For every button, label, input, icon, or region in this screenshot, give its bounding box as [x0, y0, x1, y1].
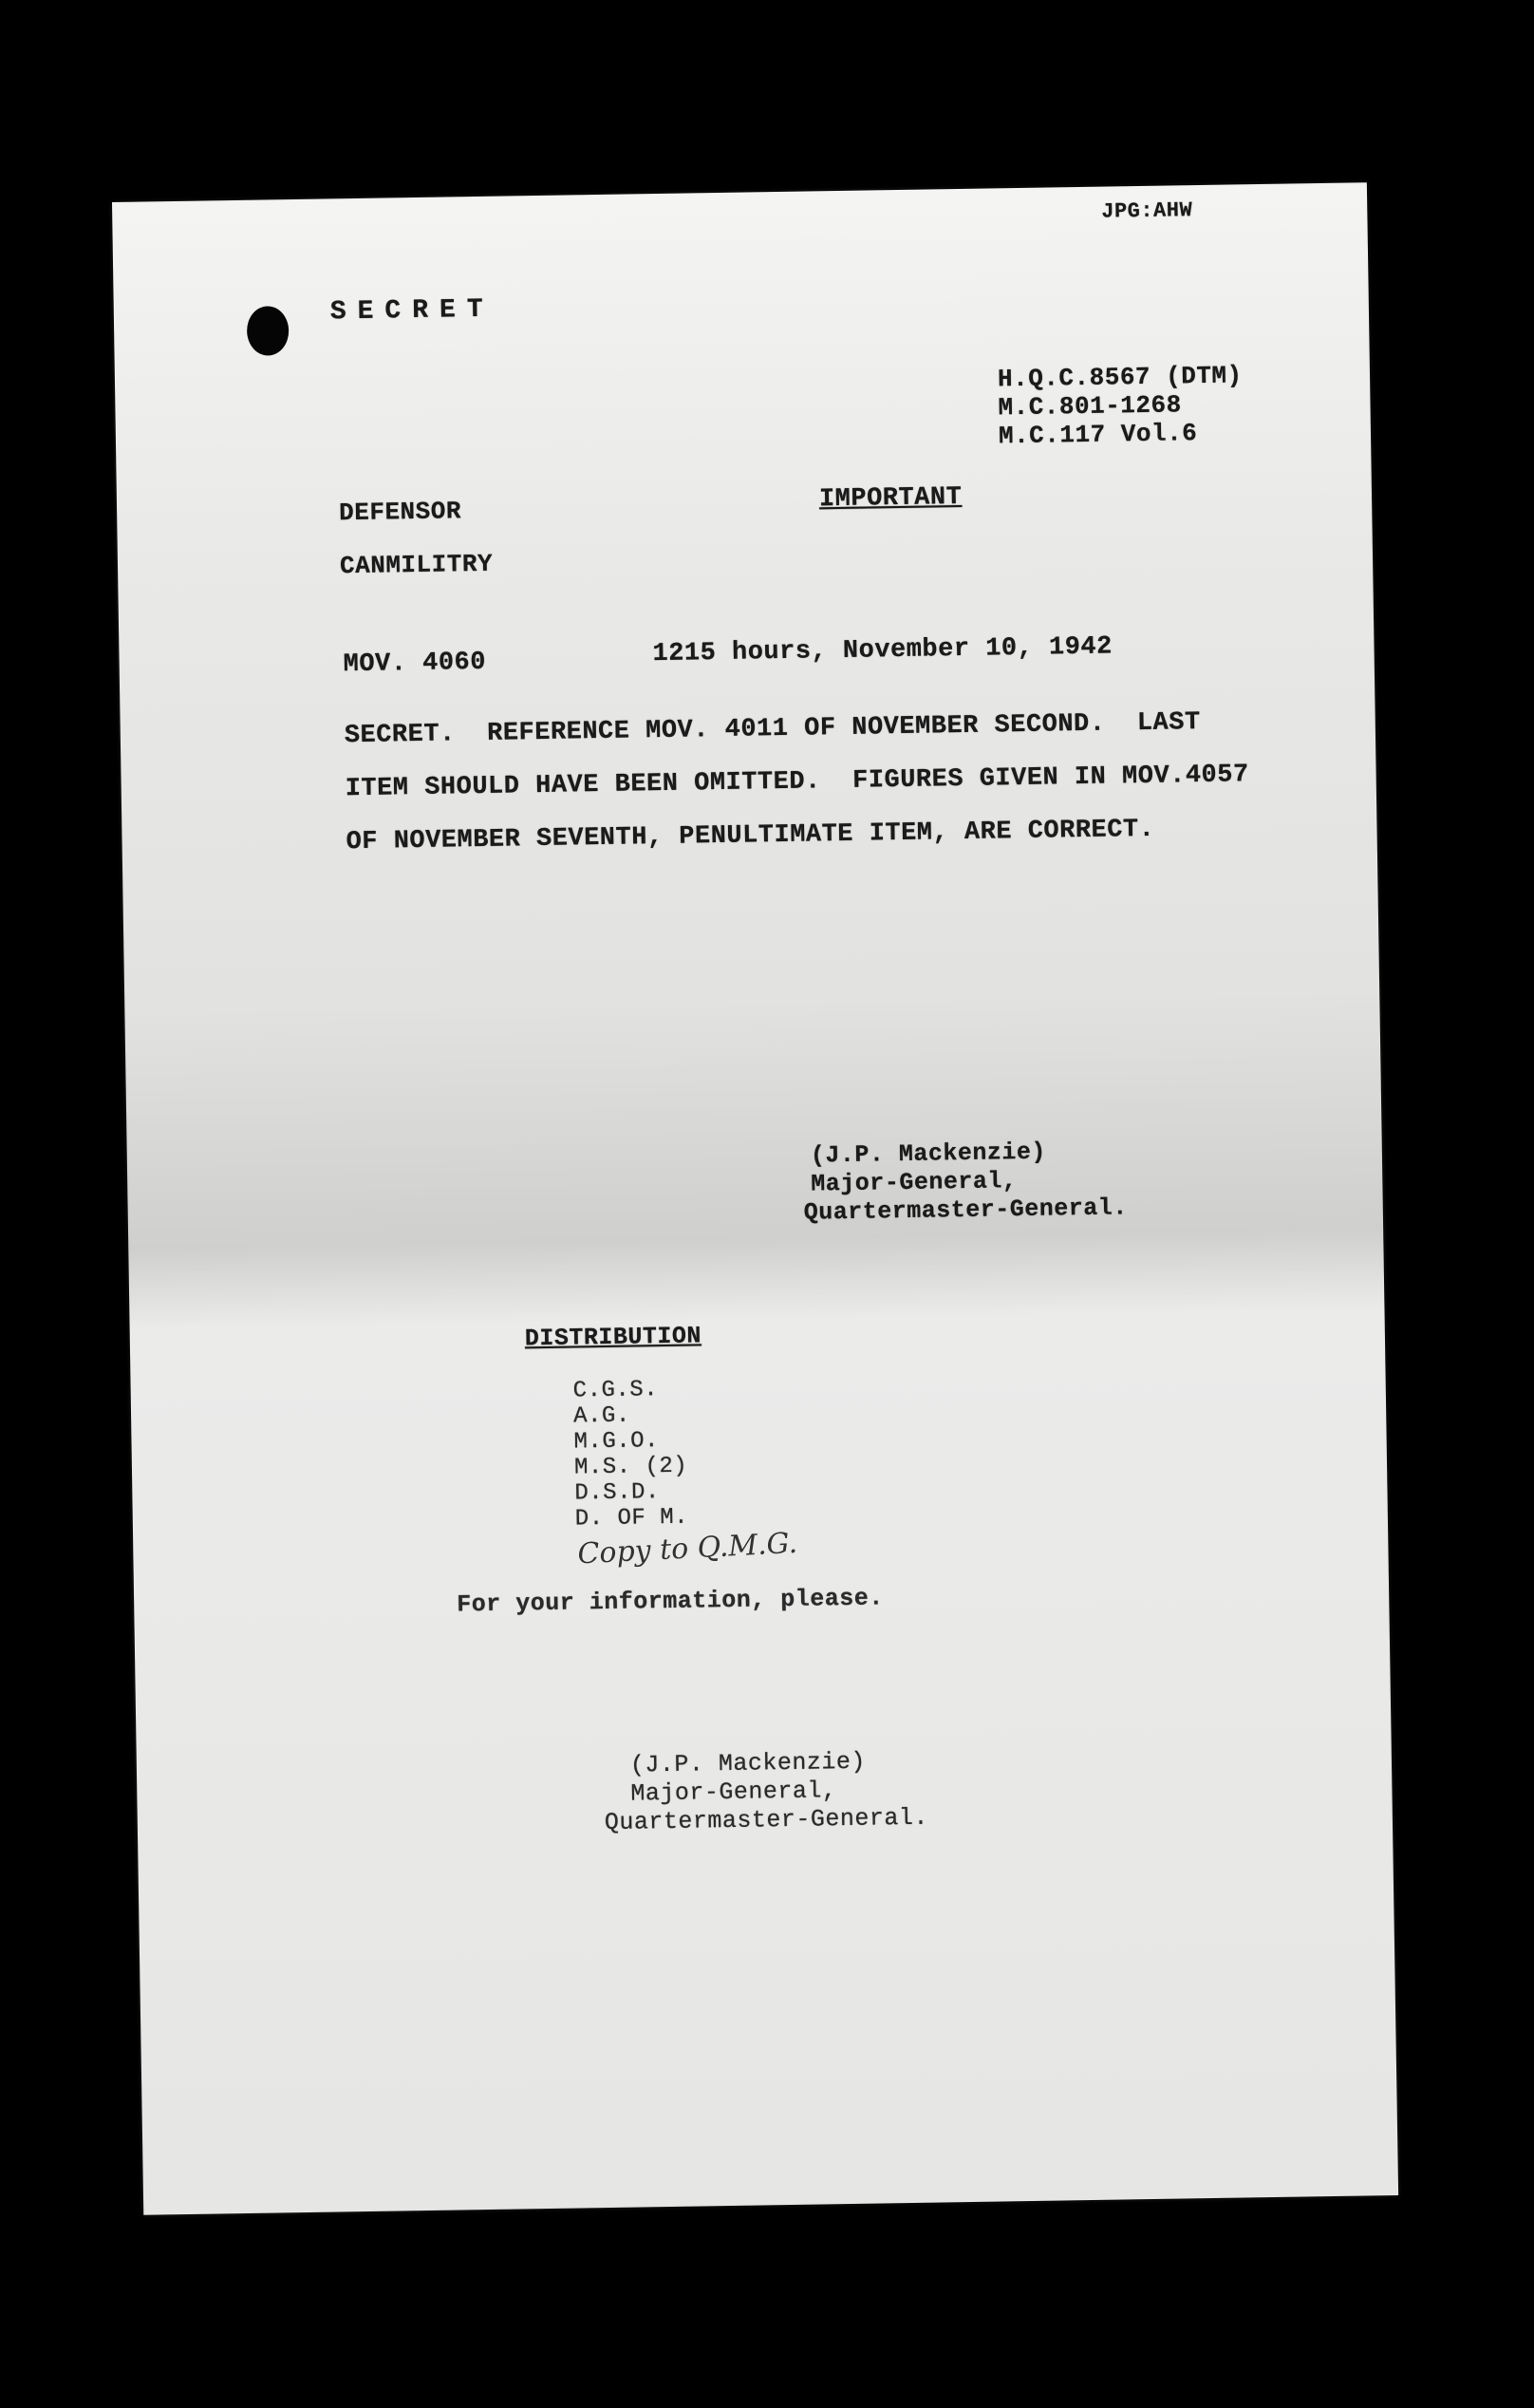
message-number: MOV. 4060	[343, 648, 487, 680]
message-line-2: ITEM SHOULD HAVE BEEN OMITTED. FIGURES GIVEN IN MOV.4057	[345, 761, 1249, 804]
reference-2: M.C.801-1268	[998, 390, 1182, 423]
handwritten-note: Copy to Q.M.G.	[576, 1526, 798, 1571]
reference-3: M.C.117 Vol.6	[998, 419, 1198, 451]
distribution-item: M.G.O.	[573, 1428, 660, 1456]
distribution-heading: DISTRIBUTION	[524, 1322, 702, 1353]
message-line-1: SECRET. REFERENCE MOV. 4011 OF NOVEMBER SECOND. LAST	[344, 708, 1201, 751]
priority-label: IMPORTANT	[818, 482, 963, 515]
signature1-rank: Major-General,	[811, 1167, 1018, 1198]
signature2-name: (J.P. Mackenzie)	[629, 1747, 867, 1779]
signature1-title: Quartermaster-General.	[803, 1194, 1129, 1227]
punch-hole	[247, 306, 290, 356]
distribution-item: C.G.S.	[572, 1377, 659, 1404]
message-line-3: OF NOVEMBER SEVENTH, PENULTIMATE ITEM, ARE CORRECT.	[346, 815, 1155, 857]
signature1-name: (J.P. Mackenzie)	[810, 1138, 1047, 1170]
classification-mark: SECRET	[329, 294, 495, 328]
distribution-item: M.S. (2)	[573, 1453, 688, 1481]
message-datetime: 1215 hours, November 10, 1942	[652, 632, 1113, 669]
file-initials: JPG:AHW	[1101, 198, 1193, 224]
addressee-defensor: DEFENSOR	[338, 497, 462, 528]
reference-1: H.Q.C.8567 (DTM)	[997, 361, 1243, 394]
footer-note: For your information, please.	[457, 1584, 884, 1619]
distribution-item: D.S.D.	[574, 1479, 661, 1507]
signature2-rank: Major-General,	[630, 1777, 837, 1808]
distribution-item: D. OF M.	[574, 1504, 689, 1533]
document-page	[112, 182, 1398, 2215]
distribution-item: A.G.	[572, 1402, 630, 1430]
signature2-title: Quartermaster-General.	[604, 1803, 929, 1837]
addressee-canmilitry: CANMILITRY	[339, 549, 494, 581]
